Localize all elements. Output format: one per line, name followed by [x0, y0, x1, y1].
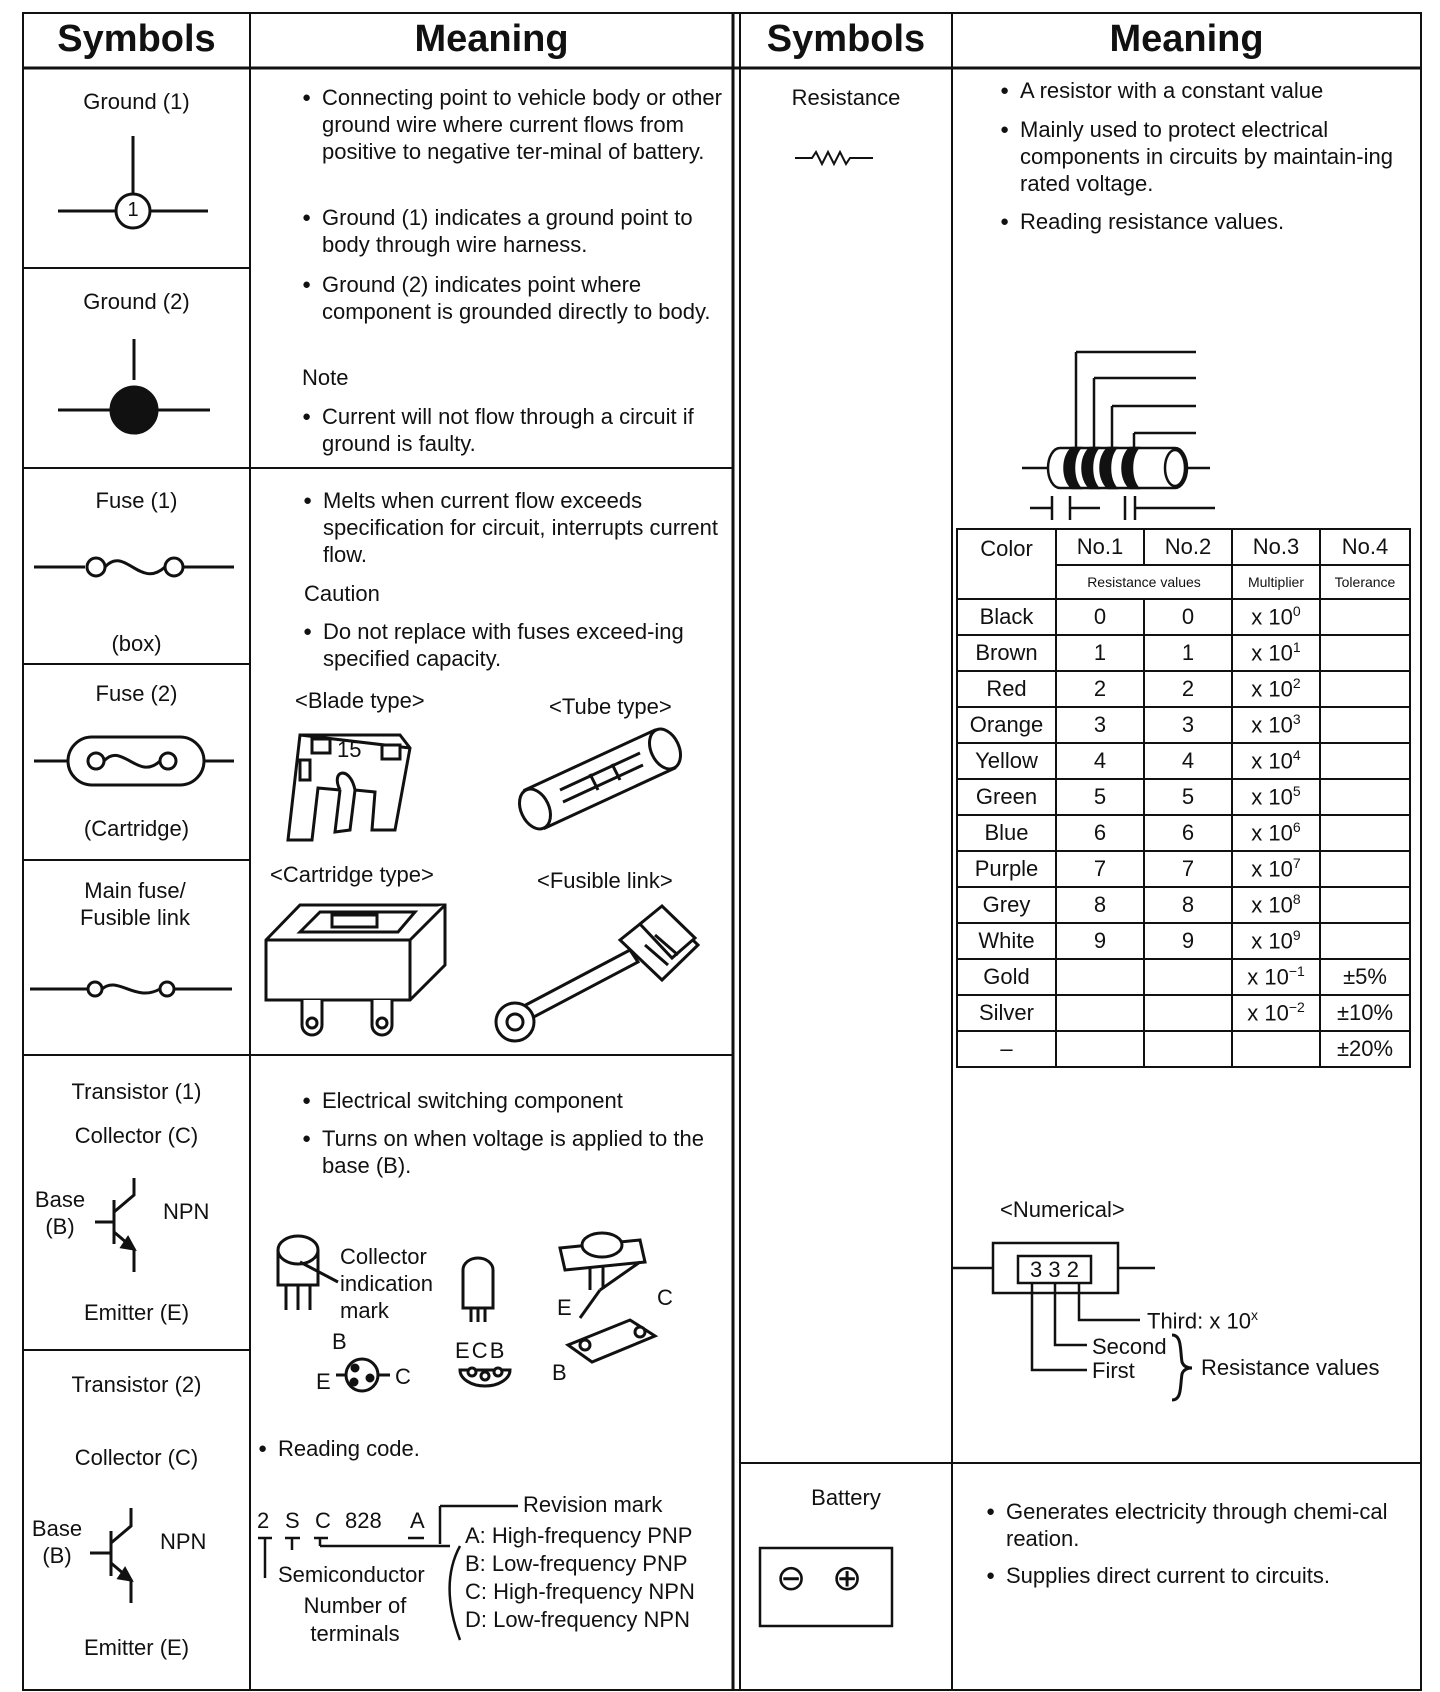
transistor1-emitter: Emitter (E): [83, 1300, 190, 1325]
header-left-symbols: Symbols: [57, 18, 216, 60]
transistor2-collector: Collector (C): [74, 1445, 199, 1470]
multiplier-base: x 10: [1247, 964, 1289, 990]
cell-no2: 1: [1144, 635, 1232, 671]
cell-color: Orange: [957, 707, 1056, 743]
ground-bullet-3: ● Ground (2) indicates point where component is grounded directly to body.: [302, 271, 737, 325]
type-a: A: High-frequency PNP: [465, 1523, 693, 1548]
multiplier-exponent: 9: [1292, 927, 1301, 944]
fuse1-label: Fuse (1): [95, 488, 178, 513]
header-left-meaning: Meaning: [414, 18, 569, 60]
terminals-label: Number of terminals: [303, 1593, 407, 1646]
multiplier-exponent: 3: [1292, 711, 1301, 728]
th-no2: No.2: [1144, 529, 1232, 565]
cell-color: Gold: [957, 959, 1056, 995]
fusible-link-label: <Fusible link>: [537, 868, 673, 893]
cell-no1: 5: [1056, 779, 1144, 815]
multiplier-base: x 10: [1251, 856, 1293, 882]
th-color: Color: [957, 529, 1056, 599]
fuse2-label: Fuse (2): [95, 681, 178, 706]
transistor1-title: Transistor (1): [71, 1079, 202, 1104]
cell-no1: 2: [1056, 671, 1144, 707]
code-part-2: 2: [257, 1508, 270, 1533]
numerical-code: 3 3 2: [1030, 1257, 1079, 1282]
multiplier-base: x 10: [1251, 712, 1293, 738]
numerical-third-exp: x: [1250, 1307, 1258, 1323]
multiplier-base: x 10: [1247, 1000, 1289, 1026]
ground-note-bullet: ● Current will not flow through a circuit if ground is faulty.: [302, 403, 742, 457]
battery-plus-icon: ⊕: [832, 1557, 863, 1598]
sub-tolerance: Tolerance: [1320, 565, 1410, 599]
multiplier-base: x 10: [1251, 640, 1293, 666]
multiplier-exponent: 8: [1292, 891, 1301, 908]
transistor2-base: Base (B): [31, 1516, 83, 1568]
ground2-label: Ground (2): [83, 289, 190, 314]
can-pin-b: B: [332, 1329, 347, 1354]
code-part-828: 828: [345, 1508, 382, 1533]
multiplier-exponent: 0: [1292, 603, 1301, 620]
cell-no1: 4: [1056, 743, 1144, 779]
cell-no2: 7: [1144, 851, 1232, 887]
cell-no2: 8: [1144, 887, 1232, 923]
cell-color: Purple: [957, 851, 1056, 887]
cell-no1: 9: [1056, 923, 1144, 959]
power-pin-e: E: [557, 1295, 572, 1320]
battery-bullet-1: ● Generates electricity through chemi-cal reation.: [986, 1498, 1431, 1552]
tube-type-label: <Tube type>: [549, 694, 672, 719]
cartridge-type-label: <Cartridge type>: [270, 862, 434, 887]
cell-color: Green: [957, 779, 1056, 815]
th-no4: No.4: [1320, 529, 1410, 565]
can-pin-c: C: [395, 1364, 411, 1389]
code-part-s: S: [285, 1508, 300, 1533]
multiplier-exponent: 2: [1292, 675, 1301, 692]
cell-tolerance: ±5%: [1320, 959, 1410, 995]
cell-no2: 2: [1144, 671, 1232, 707]
multiplier-base: x 10: [1251, 820, 1293, 846]
cell-color: –: [957, 1031, 1056, 1067]
type-b: B: Low-frequency PNP: [465, 1551, 688, 1576]
multiplier-base: x 10: [1251, 748, 1293, 774]
transistor2-npn: NPN: [160, 1529, 207, 1554]
sub-multiplier: Multiplier: [1232, 565, 1320, 599]
transistor2-emitter: Emitter (E): [83, 1635, 190, 1660]
transistor1-bullet-1: ● Electrical switching component: [302, 1087, 742, 1114]
blade-fuse-number: 15: [337, 737, 362, 762]
semiconductor-label: Semiconductor: [278, 1562, 425, 1587]
header-right-symbols: Symbols: [766, 18, 926, 60]
transistor1-npn: NPN: [163, 1199, 210, 1224]
multiplier-exponent: 5: [1292, 783, 1301, 800]
power-pin-c: C: [657, 1285, 673, 1310]
cell-color: Yellow: [957, 743, 1056, 779]
numerical-second: Second: [1092, 1334, 1167, 1359]
multiplier-base: x 10: [1251, 604, 1293, 630]
multiplier-exponent: 6: [1292, 819, 1301, 836]
fuse-bullet-1: ● Melts when current flow exceeds specification for circuit, interrupts current flow.: [303, 487, 733, 568]
transistor1-base: Base (B): [34, 1187, 86, 1239]
type-d: D: Low-frequency NPN: [465, 1607, 690, 1632]
fuse2-sub: (Cartridge): [83, 816, 190, 841]
multiplier-exponent: 1: [1292, 639, 1301, 656]
ground1-number: 1: [127, 199, 139, 221]
battery-bullet-2: ● Supplies direct current to circuits.: [986, 1562, 1431, 1589]
numerical-third-text: Third: x 10: [1147, 1308, 1251, 1334]
numerical-first: First: [1092, 1358, 1135, 1383]
cell-color: Red: [957, 671, 1056, 707]
cell-no1: 6: [1056, 815, 1144, 851]
collector-indication-mark: Collector indication mark: [340, 1244, 433, 1323]
cell-color: Grey: [957, 887, 1056, 923]
numerical-resistance-values: Resistance values: [1201, 1355, 1380, 1380]
ground-bullet-2: ● Ground (1) indicates a ground point to body through wire harness.: [302, 204, 737, 258]
fuse1-sub: (box): [111, 631, 162, 656]
header-right-meaning: Meaning: [1109, 18, 1264, 60]
multiplier-exponent: 7: [1292, 855, 1301, 872]
resistance-bullet-1: ● A resistor with a constant value: [1000, 77, 1430, 104]
cell-color: White: [957, 923, 1056, 959]
ground1-label: Ground (1): [83, 89, 190, 114]
code-part-c: C: [315, 1508, 331, 1533]
multiplier-base: x 10: [1251, 928, 1293, 954]
transistor2-bullet: ● Reading code.: [258, 1435, 678, 1462]
resistance-label: Resistance: [791, 85, 901, 110]
numerical-label: <Numerical>: [1000, 1197, 1125, 1222]
cell-no1: 7: [1056, 851, 1144, 887]
fuse-caution-bullet: ● Do not replace with fuses exceed-ing specified capacity.: [303, 618, 733, 672]
multiplier-exponent: 4: [1292, 747, 1301, 764]
cell-no2: 3: [1144, 707, 1232, 743]
cell-color: Black: [957, 599, 1056, 635]
cell-color: Blue: [957, 815, 1056, 851]
blade-type-label: <Blade type>: [295, 688, 425, 713]
type-c: C: High-frequency NPN: [465, 1579, 695, 1604]
multiplier-base: x 10: [1251, 892, 1293, 918]
fuse-caution-title: Caution: [304, 581, 380, 606]
cell-no1: 0: [1056, 599, 1144, 635]
code-part-a: A: [410, 1508, 425, 1533]
ground-bullet-1: ● Connecting point to vehicle body or other ground wire where current flows from positive to negative ter-minal of battery.: [302, 84, 737, 165]
resistance-bullet-3: ● Reading resistance values.: [1000, 208, 1430, 235]
cell-no2: 6: [1144, 815, 1232, 851]
multiplier-exponent: −1: [1288, 963, 1305, 980]
cell-color: Brown: [957, 635, 1056, 671]
transistor1-collector: Collector (C): [74, 1123, 199, 1148]
ground-note-title: Note: [302, 365, 349, 390]
cell-no1: 8: [1056, 887, 1144, 923]
battery-minus-icon: ⊖: [776, 1557, 807, 1598]
main-fuse-label: Main fuse/ Fusible link: [79, 878, 191, 930]
transistor2-title: Transistor (2): [71, 1372, 202, 1397]
th-no3: No.3: [1232, 529, 1320, 565]
cell-no2: 5: [1144, 779, 1232, 815]
cell-color: Silver: [957, 995, 1056, 1031]
multiplier-base: x 10: [1251, 784, 1293, 810]
cell-no2: 4: [1144, 743, 1232, 779]
power-pin-b: B: [552, 1360, 567, 1385]
cell-no1: 1: [1056, 635, 1144, 671]
can-pin-e: E: [316, 1369, 331, 1394]
multiplier-base: x 10: [1251, 676, 1293, 702]
cell-no2: 9: [1144, 923, 1232, 959]
cell-no2: 0: [1144, 599, 1232, 635]
revision-mark: Revision mark: [523, 1492, 663, 1517]
sub-resistance-values: Resistance values: [1056, 565, 1232, 599]
cell-no1: 3: [1056, 707, 1144, 743]
cell-tolerance: ±10%: [1320, 995, 1410, 1031]
battery-label: Battery: [811, 1485, 881, 1510]
th-no1: No.1: [1056, 529, 1144, 565]
cell-tolerance: ±20%: [1320, 1031, 1410, 1067]
multiplier-exponent: −2: [1288, 999, 1305, 1016]
resistance-bullet-2: ● Mainly used to protect electrical components in circuits by maintain-ing rated voltage.: [1000, 116, 1430, 197]
to92-pins-ecb: E C B: [455, 1338, 503, 1363]
transistor1-bullet-2: ● Turns on when voltage is applied to the base (B).: [302, 1125, 742, 1179]
